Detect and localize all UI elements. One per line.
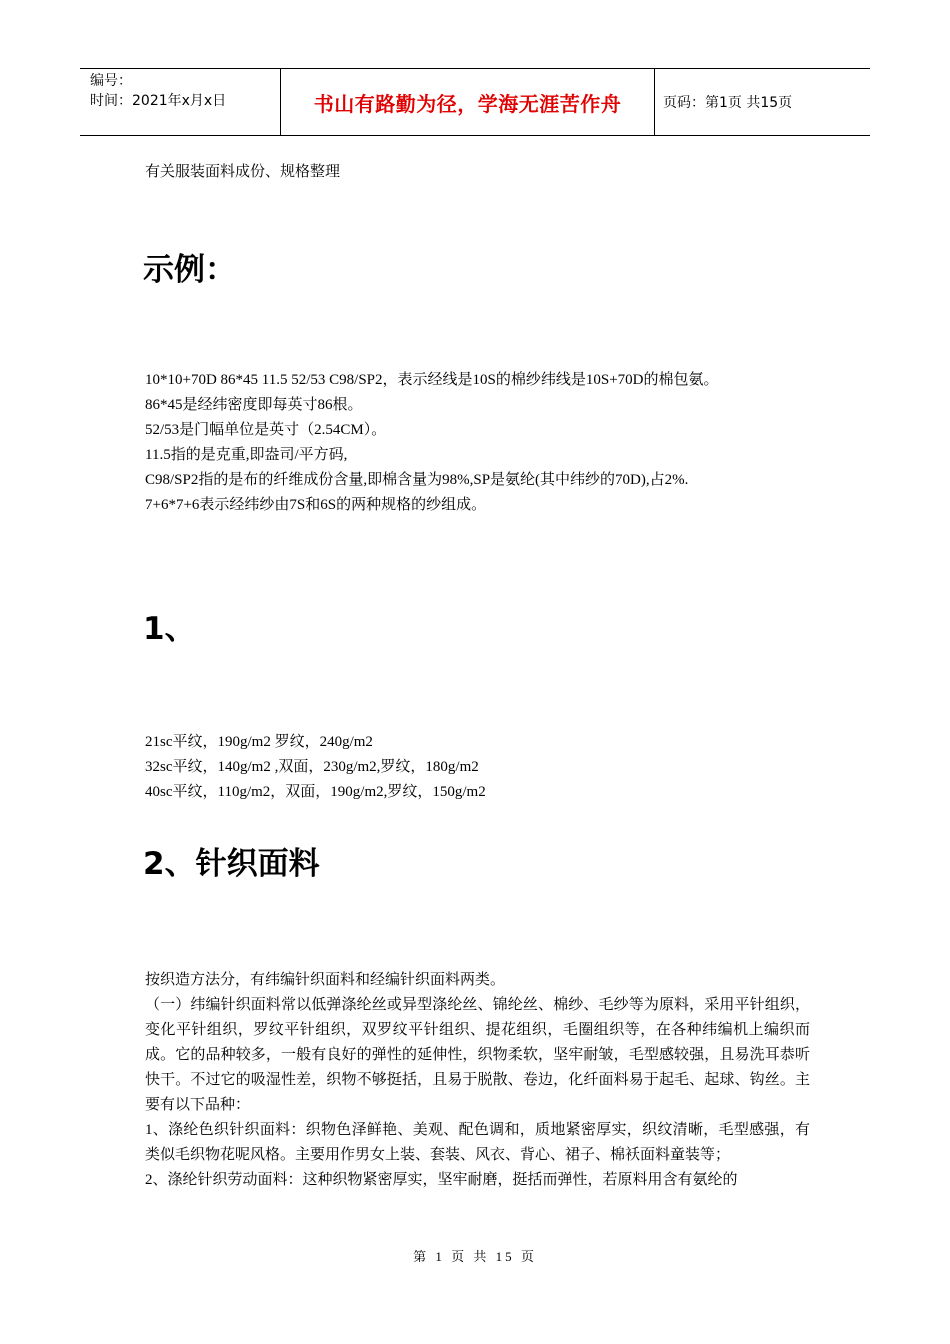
header-motto: 书山有路勤为径，学海无涯苦作舟	[281, 69, 655, 135]
section-2-paragraph	[145, 968, 810, 1193]
header-meta	[80, 69, 281, 135]
example-line: 52/53是门幅单位是英寸（2.54CM）。	[145, 422, 387, 438]
section-1-paragraph	[145, 730, 810, 805]
section-2-line: 2、涤纶针织劳动面料：这种织物紧密厚实，坚牢耐磨，挺括而弹性，若原料用含有氨纶的	[145, 1172, 738, 1188]
section-1-line: 32sc平纹，140g/m2 ,双面，230g/m2,罗纹，180g/m2	[145, 759, 479, 775]
document-subtitle: 有关服装面料成份、规格整理	[145, 164, 341, 180]
example-line: 10*10+70D 86*45 11.5 52/53 C98/SP2，表示经线是10S的棉纱纬线是10S+70D的棉包氨。	[145, 372, 719, 388]
example-line: C98/SP2指的是布的纤维成份含量,即棉含量为98%,SP是氨纶(其中纬纱的70D),占2%.	[145, 472, 689, 488]
example-line: 11.5指的是克重,即盎司/平方码,	[145, 447, 348, 463]
header-number-label: 编号：	[90, 73, 132, 89]
example-line: 86*45是经纬密度即每英寸86根。	[145, 397, 363, 413]
section-1-line: 21sc平纹，190g/m2 罗纹，240g/m2	[145, 734, 373, 750]
section-2-line: 按织造方法分，有纬编针织面料和经编针织面料两类。	[145, 972, 506, 988]
section-2-line: （一）纬编针织面料常以低弹涤纶丝或异型涤纶丝、锦纶丝、棉纱、毛纱等为原料，采用平针组织，变化平针组织，罗纹平针组织，双罗纹平针组织、提花组织，毛圈组织等，在各种纬编机上编织而成。它的品种较多，一般有良好的弹性的延伸性，织物柔软，坚牢耐皱，毛型感较强，且易洗耳恭听快干。不过它的吸湿性差，织物不够挺括，且易于脱散、卷边，化纤面料易于起毛、起球、钩丝。主要有以下品种：	[145, 997, 810, 1113]
header-time-label: 时间：2021年x月x日	[90, 93, 227, 109]
section-2-line: 1、涤纶色织针织面料：织物色泽鲜艳、美观、配色调和，质地紧密厚实，织纹清晰，毛型感强，有类似毛织物花呢风格。主要用作男女上装、套装、风衣、背心、裙子、棉袄面料童装等；	[145, 1122, 810, 1163]
heading-example: 示例：	[143, 252, 236, 288]
example-paragraph	[145, 368, 810, 518]
page-header	[80, 68, 870, 136]
section-1-line: 40sc平纹，110g/m2，双面，190g/m2,罗纹，150g/m2	[145, 784, 486, 800]
heading-section-2: 2、针织面料	[143, 846, 320, 882]
page-footer: 第 1 页 共 15 页	[413, 1249, 537, 1264]
heading-section-1: 1、	[143, 611, 196, 647]
header-page-info: 页码：第1页 共15页	[663, 95, 793, 111]
example-line: 7+6*7+6表示经纬纱由7S和6S的两种规格的纱组成。	[145, 497, 487, 513]
